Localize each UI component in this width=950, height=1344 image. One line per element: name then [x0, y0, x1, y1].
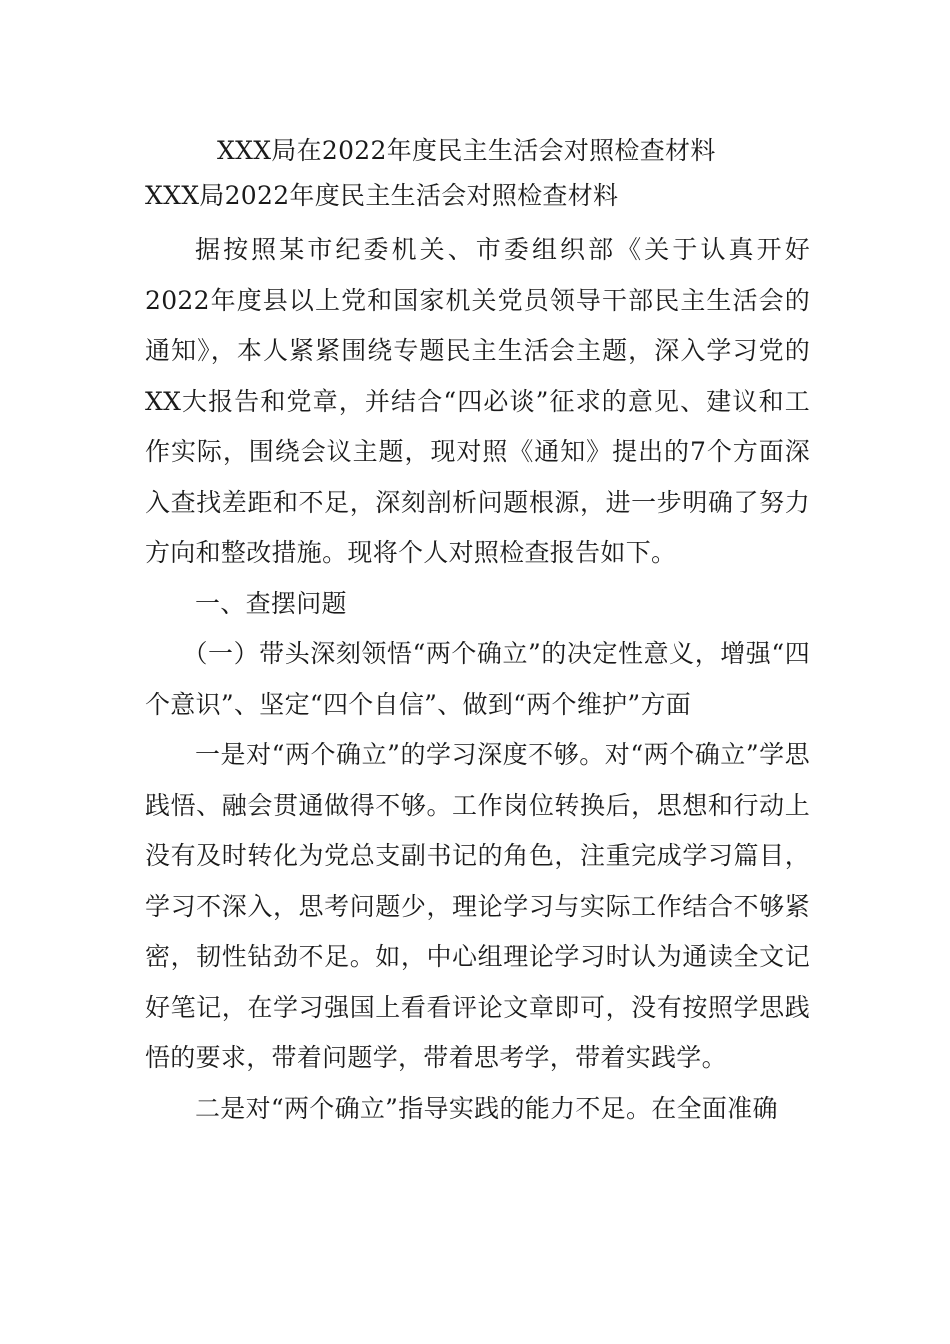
- point-1-paragraph: 一是对“两个确立”的学习深度不够。对“两个确立”学思践悟、融会贯通做得不够。工作岗位转换后，思想和行动上没有及时转化为党总支副书记的角色，注重完成学习篇目，学习不深入，思考问题少，理论学习与实际工作结合不够紧密，韧性钻劲不足。如，中心组理论学习时认为通读全文记好笔记，在学习强国上看看评论文章即可，没有按照学思践悟的要求，带着问题学，带着思考学，带着实践学。: [145, 740, 810, 1072]
- section-heading: 一、查摆问题: [195, 588, 347, 618]
- document-body: [145, 128, 810, 1134]
- point-2-paragraph: 二是对“两个确立”指导实践的能力不足。在全面准确: [195, 1093, 778, 1123]
- subsection-heading: （一）带头深刻领悟“两个确立”的决定性意义，增强“四个意识”、坚定“四个自信”、做到“两个维护”方面: [145, 639, 810, 719]
- intro-paragraph: 据按照某市纪委机关、市委组织部《关于认真开好2022年度县以上党和国家机关党员领导干部民主生活会的通知》，本人紧紧围绕专题民主生活会主题，深入学习党的XX大报告和党章，并结合“四必谈”征求的意见、建议和工作实际，围绕会议主题，现对照《通知》提出的7个方面深入查找差距和不足，深刻剖析问题根源，进一步明确了努力方向和整改措施。现将个人对照检查报告如下。: [145, 235, 810, 567]
- document-subtitle: XXX局2022年度民主生活会对照检查材料: [145, 181, 619, 210]
- document-title: XXX局在2022年度民主生活会对照检查材料: [217, 136, 716, 165]
